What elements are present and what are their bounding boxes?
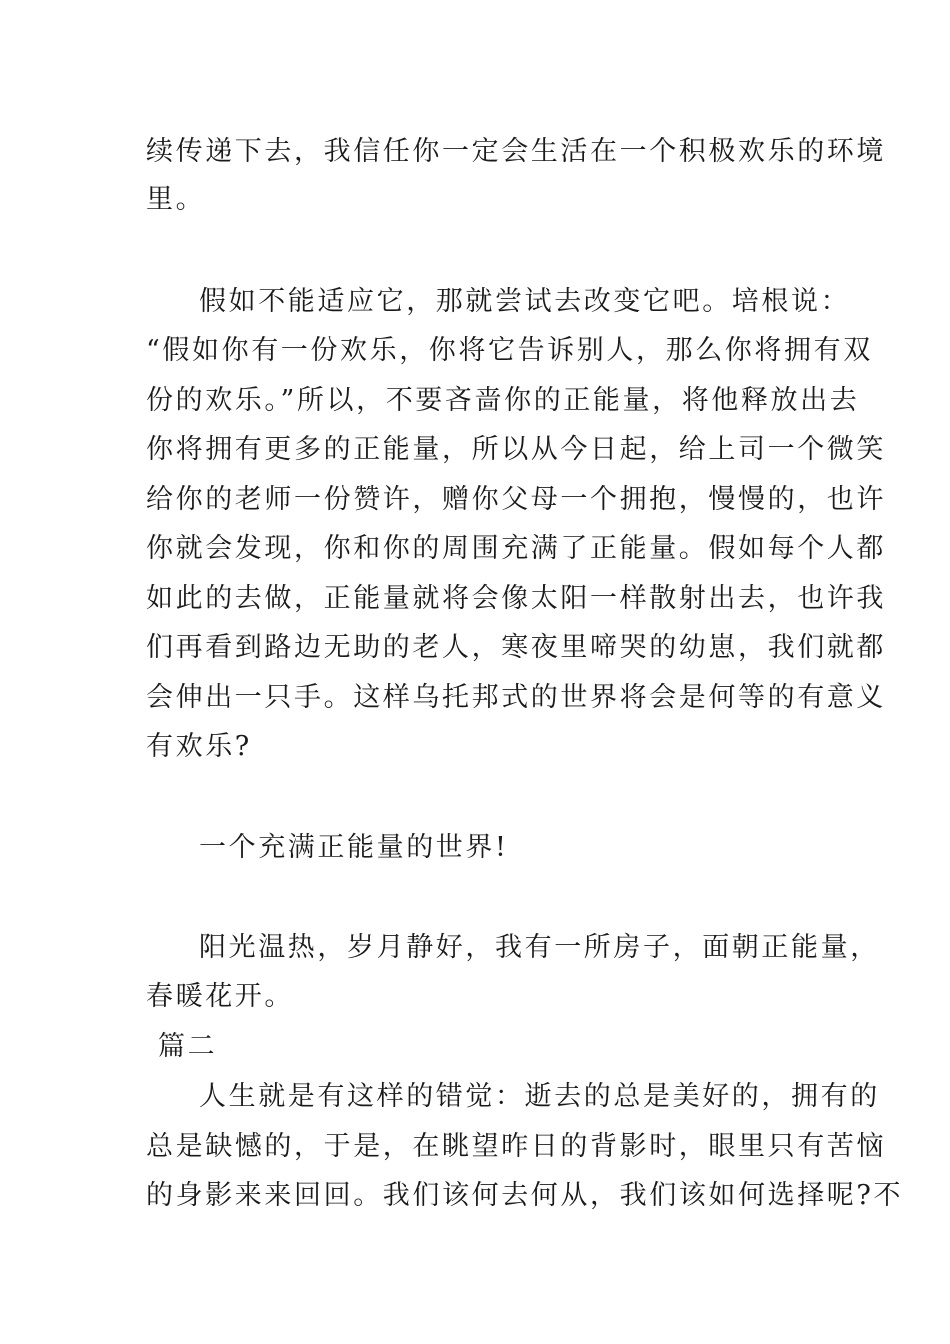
paragraph-line: 的身影来来回回。我们该何去何从，我们该如何选择呢?不 [146, 1180, 904, 1211]
paragraph-line: 给你的老师一份赞许，赠你父母一个拥抱，慢慢的，也许 [146, 484, 886, 515]
paragraph-line: 如此的去做，正能量就将会像太阳一样散射出去，也许我 [146, 583, 886, 614]
paragraph-line: 阳光温热，岁月静好，我有一所房子，面朝正能量， [199, 932, 880, 963]
paragraph-line: 份的欢乐。”所以，不要吝啬你的正能量，将他释放出去 [146, 385, 860, 416]
paragraph-line: 续传递下去，我信任你一定会生活在一个积极欢乐的环境 [146, 136, 886, 167]
paragraph-line: 里。 [146, 184, 206, 215]
paragraph-line: 一个充满正能量的世界! [199, 832, 509, 863]
paragraph-line: 假如不能适应它，那就尝试去改变它吧。培根说： [199, 286, 851, 317]
paragraph-line: 春暖花开。 [146, 981, 294, 1012]
paragraph-line: 有欢乐? [146, 731, 252, 762]
paragraph-line: “假如你有一份欢乐，你将它告诉别人，那么你将拥有双 [146, 335, 873, 366]
paragraph-line: 们再看到路边无助的老人，寒夜里啼哭的幼崽，我们就都 [146, 632, 886, 663]
paragraph-line: 总是缺憾的，于是，在眺望昨日的背影时，眼里只有苦恼 [146, 1131, 886, 1162]
paragraph-line: 会伸出一只手。这样乌托邦式的世界将会是何等的有意义 [146, 682, 886, 713]
paragraph-line: 你就会发现，你和你的周围充满了正能量。假如每个人都 [146, 533, 886, 564]
section-heading: 篇二 [158, 1031, 218, 1062]
paragraph-line: 你将拥有更多的正能量，所以从今日起，给上司一个微笑 [146, 434, 886, 465]
paragraph-line: 人生就是有这样的错觉：逝去的总是美好的，拥有的 [199, 1081, 880, 1112]
